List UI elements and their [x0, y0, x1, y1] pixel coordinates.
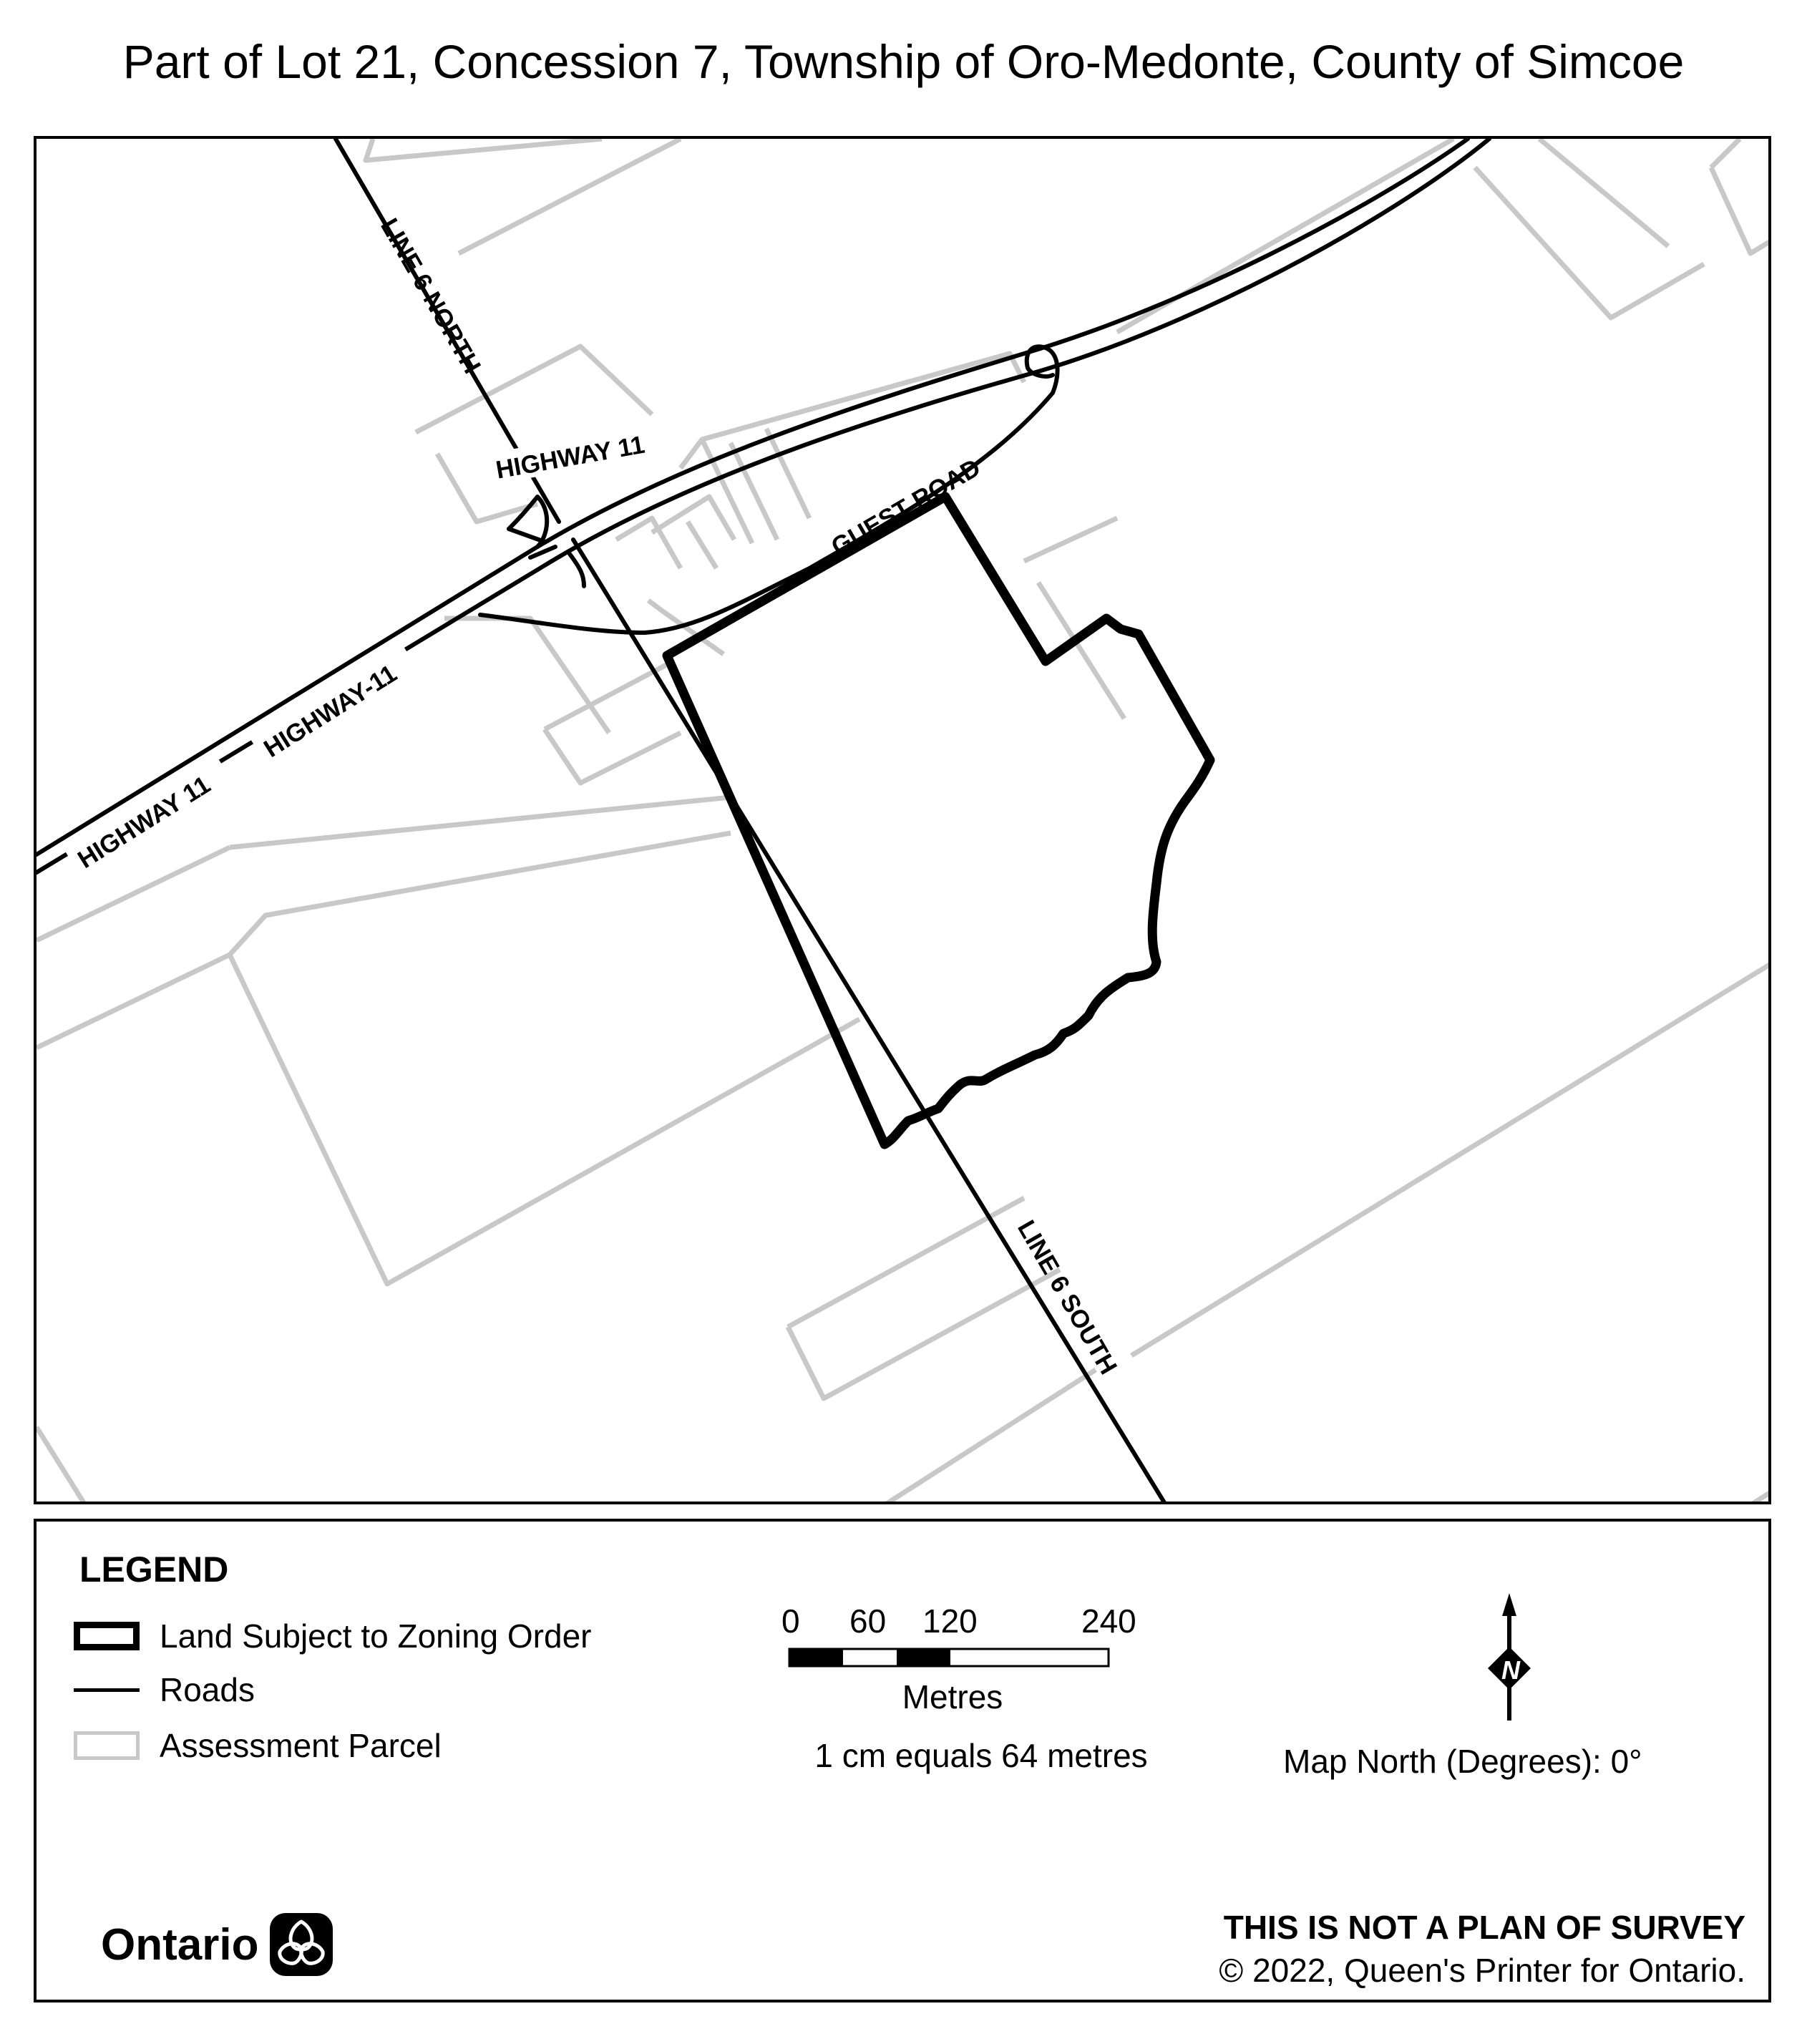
- parcel-line: [444, 618, 609, 733]
- legend-panel: [34, 1519, 1771, 2002]
- scale-tick-240: 240: [1081, 1602, 1136, 1640]
- assessment-parcels: [36, 139, 1771, 1504]
- parcel-line: [1038, 583, 1124, 719]
- parcel-line: [1747, 1490, 1771, 1504]
- label-highway-11-lower: HIGHWAY 11: [72, 770, 215, 875]
- parcel-line: [766, 429, 809, 518]
- map-canvas[interactable]: [36, 139, 1771, 1504]
- parcel-line: [36, 847, 230, 940]
- label-guest-road: GUEST ROAD: [827, 453, 985, 561]
- parcel-line: [1711, 139, 1740, 167]
- copyright-text: © 2022, Queen's Printer for Ontario.: [1219, 1952, 1745, 1989]
- north-arrow-icon: [1481, 1593, 1538, 1722]
- roads: [36, 139, 1489, 1504]
- scale-bar: [788, 1648, 1117, 1670]
- road-symbol: [74, 1688, 140, 1692]
- parcel-line: [1539, 139, 1668, 246]
- map-title: Part of Lot 21, Concession 7, Township of Oro-Medonte, County of Simcoe: [122, 35, 1685, 88]
- scale-unit: Metres: [902, 1678, 1003, 1716]
- ontario-logo: [101, 1912, 334, 1977]
- zoning-symbol: [74, 1622, 140, 1650]
- parcel-line: [1711, 167, 1771, 253]
- legend-item-roads: [74, 1668, 255, 1711]
- parcel-line: [1475, 167, 1704, 318]
- legend-item-zoning: [74, 1615, 591, 1658]
- legend-item-label: Roads: [160, 1671, 255, 1708]
- parcel-line: [230, 955, 859, 1284]
- parcel-line: [1131, 962, 1771, 1356]
- parcel-line: [688, 522, 716, 568]
- parcel-line: [616, 518, 681, 568]
- road-interchange-ramp: [509, 529, 545, 542]
- scale-tick-0: 0: [781, 1602, 800, 1640]
- label-line6-north: LINE 6 NORTH: [375, 213, 487, 379]
- zoning-boundary: [667, 497, 1210, 1144]
- map-frame[interactable]: [34, 136, 1771, 1504]
- label-line6-south: LINE 6 SOUTH: [1012, 1215, 1123, 1379]
- disclaimer-block: [1219, 1908, 1745, 1990]
- parcel-line: [1024, 518, 1117, 561]
- trillium-icon: [268, 1912, 334, 1977]
- scale-tick-120: 120: [922, 1602, 978, 1640]
- parcel-line: [459, 139, 681, 253]
- parcel-line: [366, 139, 602, 160]
- parcel-symbol: [74, 1731, 140, 1760]
- parcel-line: [36, 1427, 87, 1504]
- parcel-line: [230, 833, 731, 955]
- scale-ratio: 1 cm equals 64 metres: [814, 1737, 1148, 1774]
- parcel-line: [545, 665, 666, 729]
- parcel-line: [230, 797, 731, 847]
- road-interchange-ramp: [570, 554, 584, 586]
- north-letter: N: [1501, 1655, 1520, 1685]
- map-north-text: Map North (Degrees): 0°: [1283, 1743, 1642, 1780]
- parcel-line: [881, 1370, 1096, 1504]
- scale-tick-60: 60: [849, 1602, 887, 1640]
- legend-item-label: Land Subject to Zoning Order: [160, 1617, 592, 1655]
- parcel-line: [545, 729, 681, 783]
- legend-item-parcel: [74, 1724, 442, 1767]
- parcel-line: [36, 955, 230, 1048]
- land-subject-to-zoning-order[interactable]: [667, 497, 1210, 1144]
- disclaimer-text: THIS IS NOT A PLAN OF SURVEY: [1223, 1909, 1745, 1946]
- label-highway-11-mid: HIGHWAY-11: [258, 659, 402, 764]
- legend-title: LEGEND: [79, 1549, 229, 1590]
- label-highway-11-upper: HIGHWAY 11: [493, 430, 647, 485]
- road-highway11-north-carriageway: [36, 139, 1468, 855]
- ontario-wordmark: Ontario: [101, 1919, 259, 1970]
- legend-item-label: Assessment Parcel: [160, 1727, 442, 1764]
- parcel-line: [788, 1270, 1060, 1398]
